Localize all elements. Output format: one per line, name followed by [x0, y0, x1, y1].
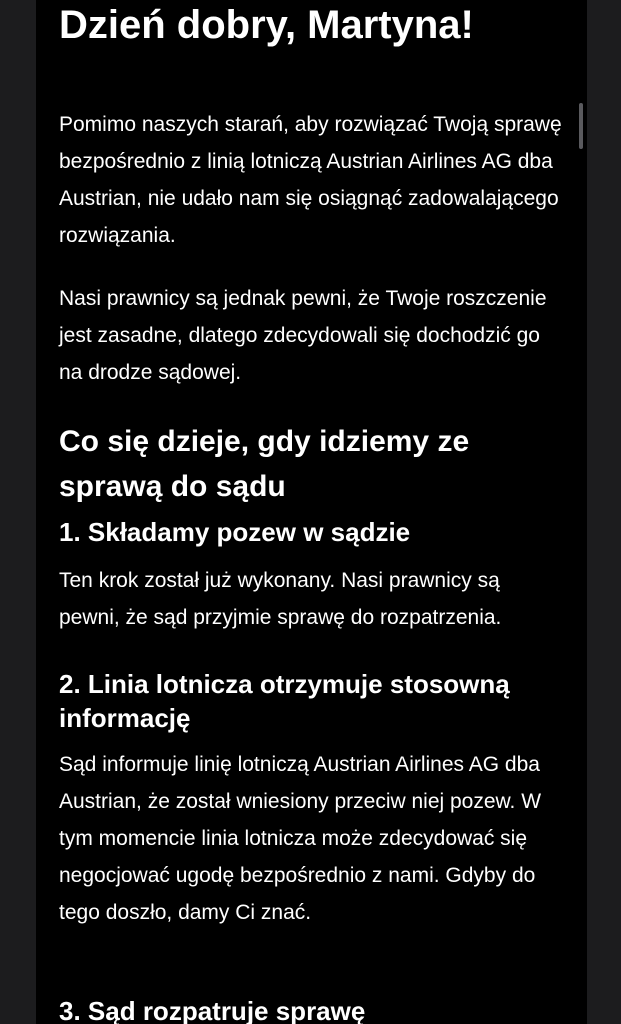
- greeting-heading: Dzień dobry, Martyna!: [59, 3, 474, 47]
- step-3-title: 3. Sąd rozpatruje sprawę: [59, 996, 366, 1024]
- step-2-title: 2. Linia lotnicza otrzymuje stosowną informację: [59, 669, 510, 733]
- step-1-description: Ten krok został już wykonany. Nasi prawnicy są pewni, że sąd przyjmie sprawę do rozpatrzenia.: [59, 569, 502, 629]
- section-title: Co się dzieje, gdy idziemy ze sprawą do sądu: [59, 425, 470, 503]
- step-1-title: 1. Składamy pozew w sądzie: [59, 517, 411, 547]
- scrollbar-thumb[interactable]: [579, 103, 583, 149]
- lawyers-paragraph: Nasi prawnicy są jednak pewni, że Twoje roszczenie jest zasadne, dlatego zdecydowali się dochodzić go na drodze sądowej.: [59, 287, 547, 384]
- email-body: [36, 0, 587, 1024]
- intro-paragraph: Pomimo naszych starań, aby rozwiązać Twoją sprawę bezpośrednio z linią lotniczą Austrian Airlines AG dba Austrian, nie udało nam się osiągnąć zadowalającego rozwiązania.: [59, 113, 562, 247]
- step-2-description: Sąd informuje linię lotniczą Austrian Airlines AG dba Austrian, że został wniesiony przeciw niej pozew. W tym momencie linia lotnicza może zdecydować się negocjować ugodę bezpośrednio z nami. Gdyby do tego doszło, damy Ci znać.: [59, 753, 542, 924]
